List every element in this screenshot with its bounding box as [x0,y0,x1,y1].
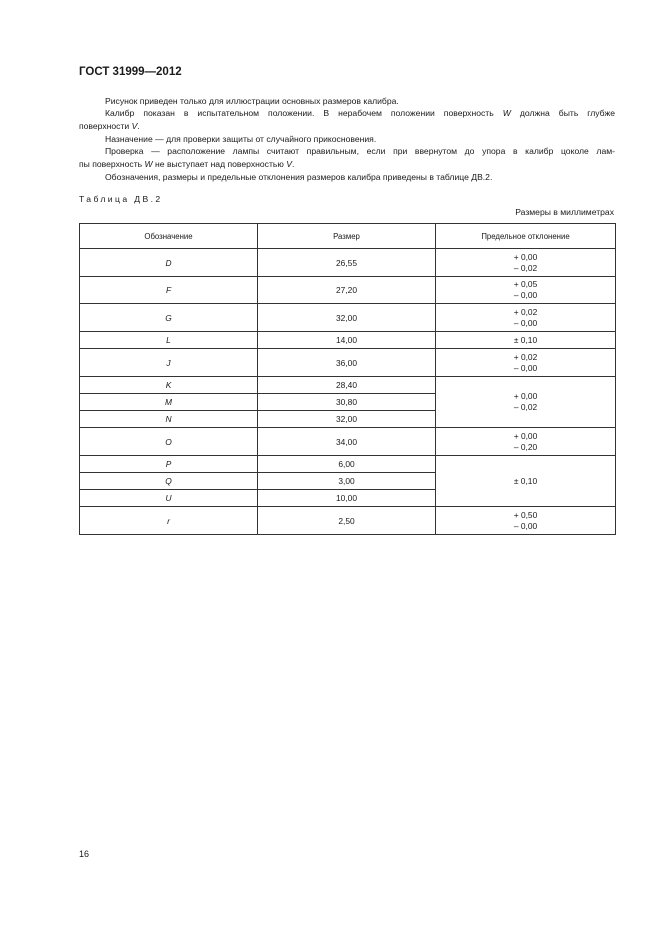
column-header-deviation: Предельное отклонение [436,224,616,249]
paragraph-text: Назначение — для проверки защиты от случайного прикосновения. [105,134,377,144]
cell-symbol: F [80,277,258,304]
cell-deviation-group [436,377,616,428]
paragraph-text: Обозначения, размеры и предельные отклонения размеров калибра приведены в таблице ДВ.2. [105,172,493,182]
cell-symbol: L [80,332,258,349]
cell-symbol: J [80,349,258,377]
page-number: 16 [79,849,90,859]
deviation-upper: + 0,02 [513,351,538,362]
paragraph-text: . [291,158,295,169]
deviation-upper: + 0,00 [513,391,538,401]
table-row [80,349,616,377]
cell-size: 26,55 [258,249,436,277]
table-row [80,304,616,332]
dimensions-table [79,223,616,535]
cell-symbol: D [80,249,258,277]
cell-symbol: G [80,304,258,332]
table-row [80,332,616,349]
deviation-lower: – 0,00 [513,290,538,300]
deviation-upper: + 0,05 [513,279,538,289]
document-header: ГОСТ 31999—2012 [79,66,182,78]
cell-deviation: ± 0,10 [436,332,616,349]
paragraph-line [79,120,615,133]
cell-size: 28,40 [258,377,436,394]
paragraph-table-reference [79,171,615,184]
cell-deviation [436,304,616,332]
symbol-w: W [502,108,511,118]
table-row [80,377,616,394]
table-caption: Таблица ДВ.2 [79,194,163,204]
cell-size: 14,00 [258,332,436,349]
symbol-v: V [286,158,292,169]
table-units-note: Размеры в миллиметрах [515,207,614,217]
deviation-lower: – 0,00 [513,317,538,328]
cell-symbol: P [80,456,258,473]
cell-symbol: M [80,394,258,411]
cell-size: 3,00 [258,473,436,490]
paragraph-figure-note [79,95,615,108]
table-row [80,456,616,473]
deviation-lower: – 0,02 [513,262,538,273]
cell-symbol: U [80,490,258,507]
paragraph-text: Калибр показан в испытательном положении. В нерабочем положении поверхность [105,108,494,118]
cell-symbol: r [80,507,258,535]
column-header-designation: Обозначение [80,224,258,249]
paragraph-text: . [137,120,140,131]
cell-size: 27,20 [258,277,436,304]
deviation-lower: – 0,00 [513,520,538,531]
paragraph-line [79,158,615,171]
cell-size: 34,00 [258,428,436,456]
column-header-size: Размер [258,224,436,249]
paragraph-line [79,145,615,158]
paragraph-text: должна быть глубже [519,108,616,118]
cell-deviation [436,507,616,535]
paragraph-text: Проверка — расположение лампы считают правильным, если при ввернутом до упора в калибр цоколе лам- [105,146,615,156]
deviation-lower: – 0,02 [513,402,538,412]
cell-symbol: Q [80,473,258,490]
deviation-lower: – 0,20 [513,441,538,452]
cell-size: 10,00 [258,490,436,507]
table-row [80,277,616,304]
symbol-v: V [131,120,138,131]
table-row [80,507,616,535]
cell-size: 30,80 [258,394,436,411]
cell-symbol: O [80,428,258,456]
paragraph-text: не выступает над поверхностью [155,158,284,169]
cell-size: 32,00 [258,304,436,332]
paragraph-gauge-position [79,107,615,132]
paragraph-text: пы поверхность [79,158,143,169]
deviation-upper: + 0,02 [513,306,538,317]
cell-size: 6,00 [258,456,436,473]
cell-size: 36,00 [258,349,436,377]
paragraph-text: поверхности [79,120,130,131]
paragraph-line [79,107,615,120]
cell-deviation-group: ± 0,10 [436,456,616,507]
symbol-w: W [144,158,153,169]
cell-size: 32,00 [258,411,436,428]
paragraph-purpose [79,133,615,146]
cell-deviation [436,349,616,377]
deviation-lower: – 0,00 [513,362,538,373]
cell-symbol: N [80,411,258,428]
cell-deviation [436,249,616,277]
deviation-upper: + 0,00 [513,430,538,441]
cell-size: 2,50 [258,507,436,535]
table-row [80,249,616,277]
cell-symbol: K [80,377,258,394]
table-header-row [80,224,616,249]
paragraph-text: Рисунок приведен только для иллюстрации основных размеров калибра. [105,96,399,106]
cell-deviation [436,277,616,304]
cell-deviation [436,428,616,456]
paragraph-check [79,145,615,170]
deviation-upper: + 0,00 [513,251,538,262]
deviation-upper: + 0,50 [513,509,538,520]
table-row [80,428,616,456]
